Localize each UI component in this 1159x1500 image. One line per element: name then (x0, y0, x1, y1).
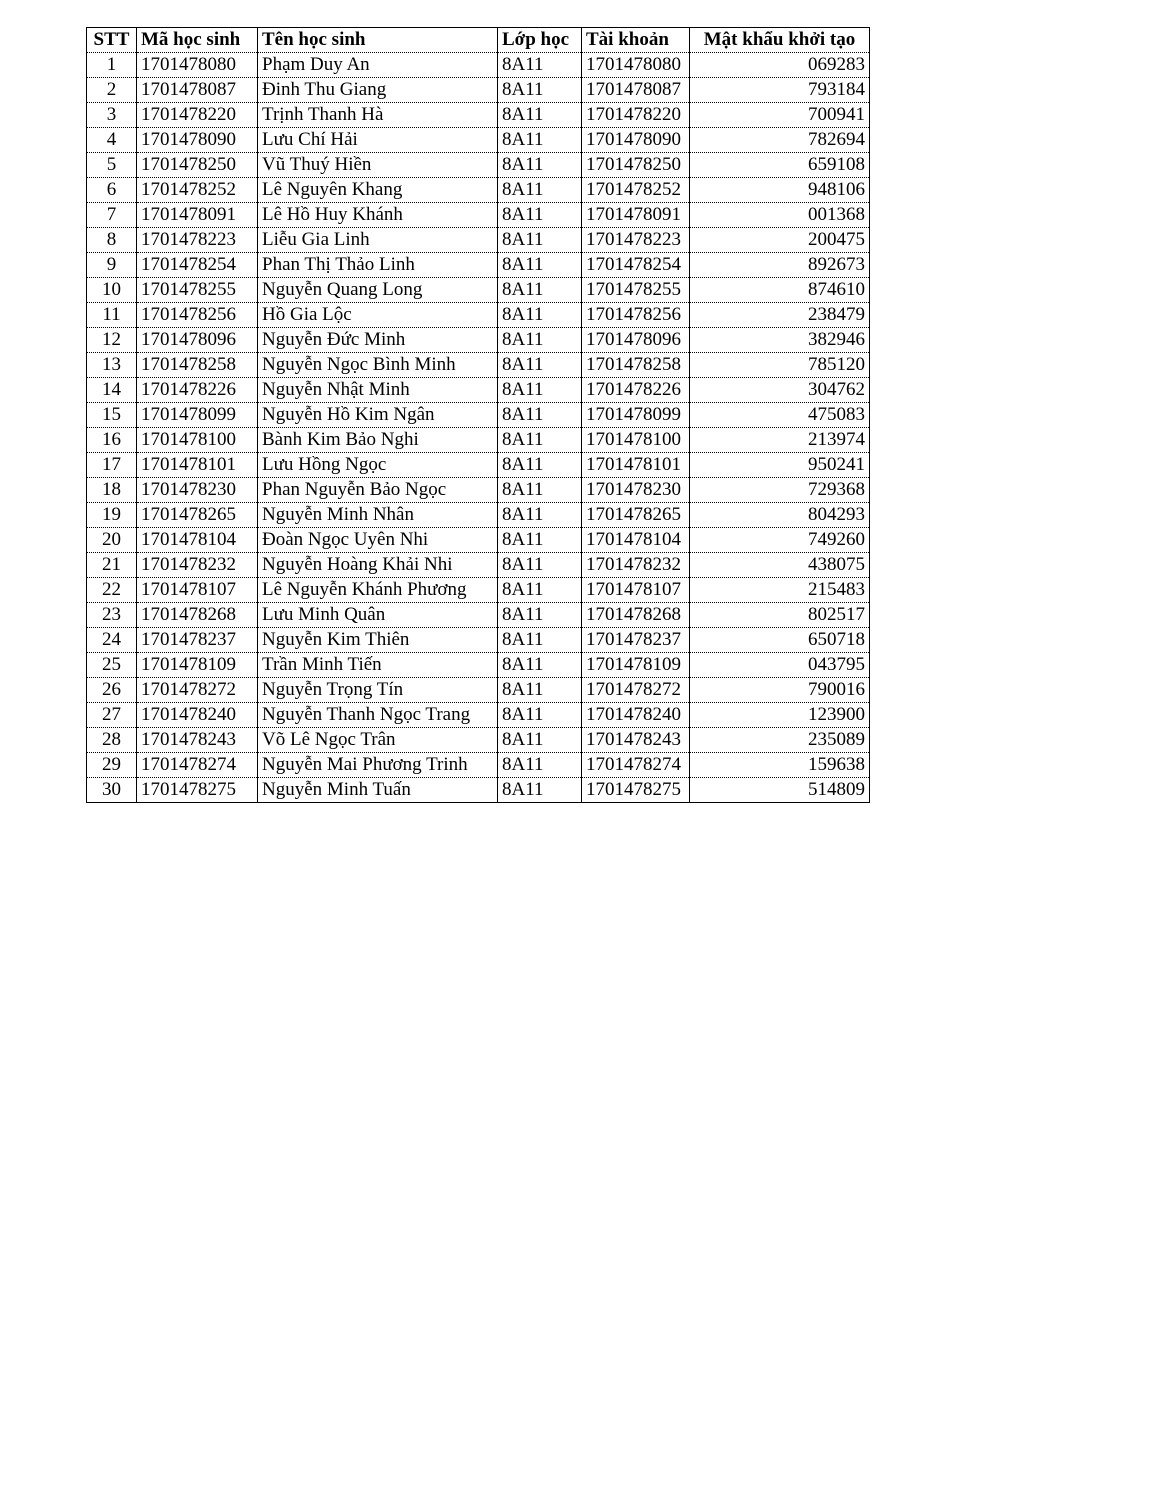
cell-student-name: Nguyễn Hồ Kim Ngân (258, 403, 498, 428)
table-row (87, 453, 870, 478)
cell-class: 8A11 (498, 578, 582, 603)
cell-student-code: 1701478226 (137, 378, 258, 403)
cell-class: 8A11 (498, 628, 582, 653)
cell-initial-password: 235089 (690, 728, 870, 753)
cell-student-name: Nguyễn Trọng Tín (258, 678, 498, 703)
cell-class: 8A11 (498, 503, 582, 528)
cell-account: 1701478232 (582, 553, 690, 578)
header-class: Lớp học (498, 28, 582, 53)
cell-student-name: Bành Kim Bảo Nghi (258, 428, 498, 453)
cell-student-code: 1701478104 (137, 528, 258, 553)
cell-student-code: 1701478237 (137, 628, 258, 653)
cell-initial-password: 804293 (690, 503, 870, 528)
cell-student-code: 1701478268 (137, 603, 258, 628)
table-header (87, 28, 870, 53)
cell-student-name: Đoàn Ngọc Uyên Nhi (258, 528, 498, 553)
cell-stt: 23 (87, 603, 137, 628)
cell-stt: 28 (87, 728, 137, 753)
cell-initial-password: 802517 (690, 603, 870, 628)
cell-stt: 18 (87, 478, 137, 503)
cell-student-name: Trịnh Thanh Hà (258, 103, 498, 128)
cell-class: 8A11 (498, 703, 582, 728)
cell-stt: 8 (87, 228, 137, 253)
cell-stt: 20 (87, 528, 137, 553)
cell-stt: 29 (87, 753, 137, 778)
table-row (87, 403, 870, 428)
cell-student-code: 1701478274 (137, 753, 258, 778)
cell-class: 8A11 (498, 428, 582, 453)
cell-stt: 1 (87, 53, 137, 78)
cell-stt: 12 (87, 328, 137, 353)
cell-initial-password: 123900 (690, 703, 870, 728)
cell-student-code: 1701478109 (137, 653, 258, 678)
table-row (87, 553, 870, 578)
cell-class: 8A11 (498, 353, 582, 378)
cell-stt: 15 (87, 403, 137, 428)
table-row (87, 778, 870, 803)
cell-student-code: 1701478100 (137, 428, 258, 453)
cell-initial-password: 215483 (690, 578, 870, 603)
cell-stt: 9 (87, 253, 137, 278)
cell-account: 1701478090 (582, 128, 690, 153)
cell-initial-password: 514809 (690, 778, 870, 803)
cell-student-code: 1701478099 (137, 403, 258, 428)
cell-account: 1701478240 (582, 703, 690, 728)
cell-stt: 30 (87, 778, 137, 803)
cell-student-name: Vũ Thuý Hiền (258, 153, 498, 178)
cell-account: 1701478274 (582, 753, 690, 778)
cell-student-code: 1701478252 (137, 178, 258, 203)
cell-stt: 2 (87, 78, 137, 103)
cell-class: 8A11 (498, 178, 582, 203)
cell-initial-password: 785120 (690, 353, 870, 378)
cell-class: 8A11 (498, 153, 582, 178)
cell-stt: 6 (87, 178, 137, 203)
cell-initial-password: 950241 (690, 453, 870, 478)
cell-class: 8A11 (498, 253, 582, 278)
cell-account: 1701478101 (582, 453, 690, 478)
cell-student-name: Lê Nguyên Khang (258, 178, 498, 203)
cell-account: 1701478080 (582, 53, 690, 78)
cell-class: 8A11 (498, 128, 582, 153)
cell-student-code: 1701478080 (137, 53, 258, 78)
cell-account: 1701478107 (582, 578, 690, 603)
cell-student-code: 1701478087 (137, 78, 258, 103)
cell-stt: 3 (87, 103, 137, 128)
cell-class: 8A11 (498, 378, 582, 403)
cell-class: 8A11 (498, 203, 582, 228)
cell-student-name: Nguyễn Mai Phương Trinh (258, 753, 498, 778)
cell-student-name: Phạm Duy An (258, 53, 498, 78)
cell-initial-password: 043795 (690, 653, 870, 678)
cell-student-code: 1701478223 (137, 228, 258, 253)
cell-account: 1701478109 (582, 653, 690, 678)
cell-student-name: Lưu Minh Quân (258, 603, 498, 628)
cell-initial-password: 659108 (690, 153, 870, 178)
cell-student-code: 1701478255 (137, 278, 258, 303)
cell-student-name: Phan Thị Thảo Linh (258, 253, 498, 278)
header-student-name: Tên học sinh (258, 28, 498, 53)
cell-initial-password: 650718 (690, 628, 870, 653)
cell-student-name: Nguyễn Thanh Ngọc Trang (258, 703, 498, 728)
cell-account: 1701478223 (582, 228, 690, 253)
table-row (87, 353, 870, 378)
cell-student-code: 1701478254 (137, 253, 258, 278)
table-row (87, 628, 870, 653)
cell-student-name: Nguyễn Quang Long (258, 278, 498, 303)
cell-class: 8A11 (498, 603, 582, 628)
header-stt: STT (87, 28, 137, 53)
table-row (87, 578, 870, 603)
table-row (87, 278, 870, 303)
cell-student-name: Nguyễn Hoàng Khải Nhi (258, 553, 498, 578)
header-row (87, 28, 870, 53)
cell-account: 1701478099 (582, 403, 690, 428)
cell-account: 1701478237 (582, 628, 690, 653)
cell-account: 1701478256 (582, 303, 690, 328)
cell-stt: 16 (87, 428, 137, 453)
cell-student-code: 1701478272 (137, 678, 258, 703)
table-row (87, 728, 870, 753)
cell-account: 1701478087 (582, 78, 690, 103)
cell-student-name: Lưu Hồng Ngọc (258, 453, 498, 478)
table-row (87, 653, 870, 678)
cell-stt: 11 (87, 303, 137, 328)
cell-class: 8A11 (498, 403, 582, 428)
cell-student-name: Nguyễn Đức Minh (258, 328, 498, 353)
cell-account: 1701478255 (582, 278, 690, 303)
table-row (87, 503, 870, 528)
cell-student-name: Trần Minh Tiến (258, 653, 498, 678)
cell-stt: 21 (87, 553, 137, 578)
cell-class: 8A11 (498, 303, 582, 328)
cell-initial-password: 790016 (690, 678, 870, 703)
cell-class: 8A11 (498, 78, 582, 103)
cell-account: 1701478252 (582, 178, 690, 203)
cell-student-name: Nguyễn Nhật Minh (258, 378, 498, 403)
header-student-code: Mã học sinh (137, 28, 258, 53)
cell-class: 8A11 (498, 453, 582, 478)
cell-account: 1701478272 (582, 678, 690, 703)
cell-student-code: 1701478107 (137, 578, 258, 603)
cell-student-code: 1701478275 (137, 778, 258, 803)
cell-account: 1701478275 (582, 778, 690, 803)
student-account-table (86, 27, 870, 803)
cell-initial-password: 793184 (690, 78, 870, 103)
cell-class: 8A11 (498, 778, 582, 803)
cell-initial-password: 700941 (690, 103, 870, 128)
cell-class: 8A11 (498, 553, 582, 578)
table-row (87, 753, 870, 778)
cell-initial-password: 159638 (690, 753, 870, 778)
cell-student-code: 1701478240 (137, 703, 258, 728)
cell-account: 1701478096 (582, 328, 690, 353)
cell-account: 1701478091 (582, 203, 690, 228)
cell-stt: 7 (87, 203, 137, 228)
cell-initial-password: 382946 (690, 328, 870, 353)
cell-account: 1701478268 (582, 603, 690, 628)
cell-stt: 26 (87, 678, 137, 703)
cell-class: 8A11 (498, 53, 582, 78)
cell-initial-password: 749260 (690, 528, 870, 553)
table-row (87, 478, 870, 503)
table-row (87, 203, 870, 228)
cell-initial-password: 782694 (690, 128, 870, 153)
cell-student-name: Nguyễn Minh Tuấn (258, 778, 498, 803)
table-row (87, 103, 870, 128)
cell-student-code: 1701478250 (137, 153, 258, 178)
cell-initial-password: 304762 (690, 378, 870, 403)
cell-student-name: Nguyễn Kim Thiên (258, 628, 498, 653)
cell-class: 8A11 (498, 678, 582, 703)
cell-account: 1701478265 (582, 503, 690, 528)
cell-stt: 4 (87, 128, 137, 153)
cell-class: 8A11 (498, 478, 582, 503)
table-row (87, 378, 870, 403)
cell-class: 8A11 (498, 753, 582, 778)
cell-student-code: 1701478258 (137, 353, 258, 378)
cell-stt: 22 (87, 578, 137, 603)
cell-account: 1701478230 (582, 478, 690, 503)
table-row (87, 428, 870, 453)
header-initial-password: Mật khẩu khởi tạo (690, 28, 870, 53)
cell-account: 1701478226 (582, 378, 690, 403)
cell-account: 1701478243 (582, 728, 690, 753)
table-row (87, 178, 870, 203)
cell-student-name: Đinh Thu Giang (258, 78, 498, 103)
cell-initial-password: 438075 (690, 553, 870, 578)
table-row (87, 603, 870, 628)
cell-stt: 13 (87, 353, 137, 378)
cell-class: 8A11 (498, 728, 582, 753)
cell-student-code: 1701478256 (137, 303, 258, 328)
cell-initial-password: 948106 (690, 178, 870, 203)
cell-class: 8A11 (498, 328, 582, 353)
cell-student-code: 1701478232 (137, 553, 258, 578)
cell-student-code: 1701478230 (137, 478, 258, 503)
table-row (87, 253, 870, 278)
cell-class: 8A11 (498, 528, 582, 553)
cell-class: 8A11 (498, 228, 582, 253)
cell-student-name: Hồ Gia Lộc (258, 303, 498, 328)
cell-student-name: Nguyễn Minh Nhân (258, 503, 498, 528)
cell-student-code: 1701478265 (137, 503, 258, 528)
cell-initial-password: 001368 (690, 203, 870, 228)
cell-initial-password: 874610 (690, 278, 870, 303)
cell-student-name: Võ Lê Ngọc Trân (258, 728, 498, 753)
cell-stt: 17 (87, 453, 137, 478)
table-row (87, 328, 870, 353)
cell-initial-password: 729368 (690, 478, 870, 503)
cell-student-code: 1701478243 (137, 728, 258, 753)
cell-initial-password: 200475 (690, 228, 870, 253)
cell-class: 8A11 (498, 103, 582, 128)
cell-student-code: 1701478096 (137, 328, 258, 353)
cell-student-code: 1701478091 (137, 203, 258, 228)
table-row (87, 303, 870, 328)
table-row (87, 128, 870, 153)
cell-student-name: Phan Nguyễn Bảo Ngọc (258, 478, 498, 503)
cell-student-name: Liễu Gia Linh (258, 228, 498, 253)
cell-stt: 25 (87, 653, 137, 678)
header-account: Tài khoản (582, 28, 690, 53)
cell-student-name: Lưu Chí Hải (258, 128, 498, 153)
cell-initial-password: 892673 (690, 253, 870, 278)
cell-account: 1701478250 (582, 153, 690, 178)
cell-student-name: Nguyễn Ngọc Bình Minh (258, 353, 498, 378)
cell-student-code: 1701478220 (137, 103, 258, 128)
cell-stt: 27 (87, 703, 137, 728)
cell-account: 1701478254 (582, 253, 690, 278)
table-row (87, 678, 870, 703)
cell-account: 1701478100 (582, 428, 690, 453)
table-row (87, 78, 870, 103)
cell-account: 1701478220 (582, 103, 690, 128)
cell-stt: 10 (87, 278, 137, 303)
cell-student-code: 1701478101 (137, 453, 258, 478)
cell-stt: 14 (87, 378, 137, 403)
cell-student-name: Lê Nguyễn Khánh Phương (258, 578, 498, 603)
cell-initial-password: 238479 (690, 303, 870, 328)
cell-class: 8A11 (498, 653, 582, 678)
cell-class: 8A11 (498, 278, 582, 303)
cell-initial-password: 475083 (690, 403, 870, 428)
table-row (87, 153, 870, 178)
cell-stt: 24 (87, 628, 137, 653)
cell-student-code: 1701478090 (137, 128, 258, 153)
table-body (87, 53, 870, 803)
cell-stt: 19 (87, 503, 137, 528)
table-row (87, 703, 870, 728)
table-row (87, 228, 870, 253)
cell-student-name: Lê Hồ Huy Khánh (258, 203, 498, 228)
cell-account: 1701478258 (582, 353, 690, 378)
cell-stt: 5 (87, 153, 137, 178)
cell-initial-password: 213974 (690, 428, 870, 453)
cell-initial-password: 069283 (690, 53, 870, 78)
table-row (87, 53, 870, 78)
table-row (87, 528, 870, 553)
cell-account: 1701478104 (582, 528, 690, 553)
